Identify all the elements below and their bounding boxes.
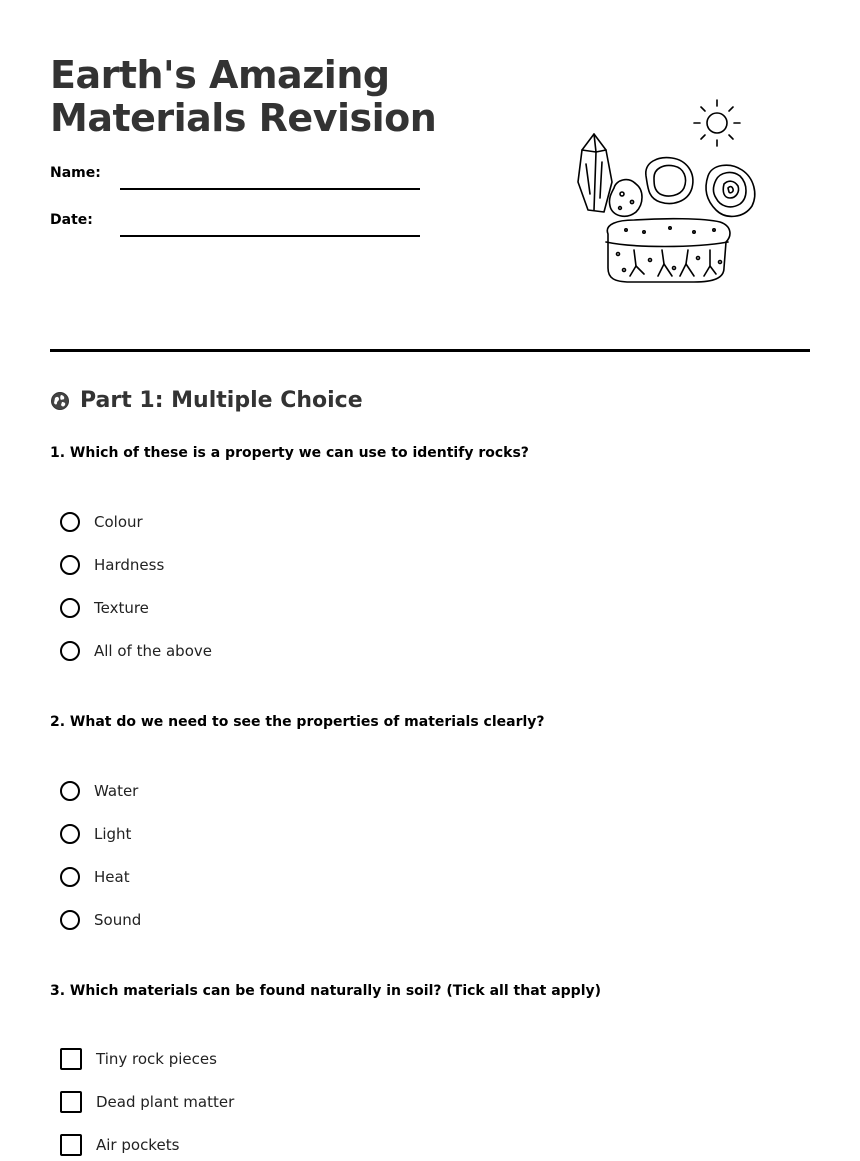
question-3: 3. Which materials can be found naturally in soil? (Tick all that apply) [50, 983, 602, 999]
option-label: Water [94, 782, 139, 800]
option-label: Heat [94, 868, 130, 886]
name-line[interactable] [120, 188, 420, 190]
option-label: Light [94, 825, 132, 843]
radio-button[interactable] [60, 781, 80, 801]
option-label: Air pockets [96, 1136, 180, 1154]
option-label: Dead plant matter [96, 1093, 235, 1111]
option-label: Tiny rock pieces [96, 1050, 217, 1068]
radio-button[interactable] [60, 555, 80, 575]
option-label: Sound [94, 911, 142, 929]
earth-globe-icon [50, 391, 70, 411]
radio-button[interactable] [60, 867, 80, 887]
q1-option-hardness[interactable] [60, 552, 164, 578]
question-1: 1. Which of these is a property we can use to identify rocks? [50, 445, 529, 461]
section-heading-text: Part 1: Multiple Choice [80, 388, 363, 413]
q2-option-water[interactable] [60, 778, 138, 804]
name-field[interactable] [50, 165, 420, 195]
q2-option-light[interactable] [60, 821, 131, 847]
radio-button[interactable] [60, 598, 80, 618]
geode-icon [646, 158, 693, 204]
q1-option-all[interactable] [60, 638, 212, 664]
page-title: Earth's Amazing Materials Revision [50, 53, 437, 140]
worksheet-page [50, 0, 810, 1154]
crystal-icon [578, 134, 612, 212]
agate-icon [706, 165, 755, 216]
soil-block-icon [606, 219, 730, 282]
option-label: Colour [94, 513, 143, 531]
option-label: Texture [94, 599, 149, 617]
radio-button[interactable] [60, 824, 80, 844]
q2-option-sound[interactable] [60, 907, 141, 933]
q3-option-plant-matter[interactable] [60, 1089, 234, 1115]
header-divider [50, 349, 810, 352]
rocks-and-soil-illustration [574, 94, 764, 286]
q1-option-texture[interactable] [60, 595, 149, 621]
q3-option-air-pockets[interactable] [60, 1132, 179, 1158]
option-label: All of the above [94, 642, 212, 660]
checkbox[interactable] [60, 1048, 82, 1070]
date-label: Date: [50, 212, 93, 228]
q3-option-rock-pieces[interactable] [60, 1046, 217, 1072]
sun-icon [694, 100, 740, 146]
radio-button[interactable] [60, 910, 80, 930]
pebble-icon [609, 180, 642, 217]
checkbox[interactable] [60, 1091, 82, 1113]
radio-button[interactable] [60, 512, 80, 532]
question-2: 2. What do we need to see the properties of materials clearly? [50, 714, 545, 730]
worksheet-header [50, 0, 810, 352]
checkbox[interactable] [60, 1134, 82, 1156]
section-heading-part1 [50, 388, 363, 413]
date-line[interactable] [120, 235, 420, 237]
date-field[interactable] [50, 212, 420, 242]
name-label: Name: [50, 165, 101, 181]
radio-button[interactable] [60, 641, 80, 661]
q2-option-heat[interactable] [60, 864, 130, 890]
option-label: Hardness [94, 556, 165, 574]
q1-option-colour[interactable] [60, 509, 143, 535]
